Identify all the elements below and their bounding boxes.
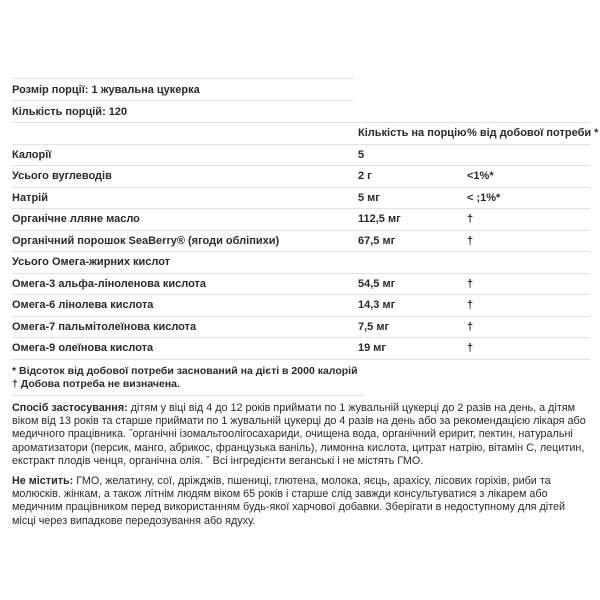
nutrient-dv: † bbox=[467, 277, 474, 290]
nutrient-row-omega7 bbox=[12, 316, 590, 338]
directions-lead: Спосіб застосування: bbox=[12, 401, 128, 414]
facts-header-row bbox=[12, 122, 599, 144]
nutrient-amount: 14,3 мг bbox=[358, 299, 396, 312]
col-header-amount: Кількість на порцію bbox=[358, 127, 467, 140]
nutrient-row-flaxseed-oil bbox=[12, 208, 590, 230]
nutrient-amount: 67,5 мг bbox=[358, 234, 396, 247]
free-of-lead: Не містить: bbox=[12, 474, 74, 487]
free-of-body: ГМО, желатину, сої, дріжджів, пшениці, глютена, молока, яєць, арахісу, лісових горіхів, риби та молюсків. жінкам, а також літнім людям віком 65 років і старше слід завжди консультуватися з лікарем або медичним працівником перед використанням будь-якої харчової добавки. Зберігати в недоступному для дітей місці через випадкове передозування або ядуху. bbox=[12, 474, 566, 527]
nutrient-amount: 112,5 мг bbox=[358, 213, 401, 226]
col-header-dv: % від добової потреби * bbox=[467, 127, 599, 140]
directions-paragraph bbox=[12, 402, 590, 469]
nutrient-name: Органічний порошок SeaBerry® (ягоди обліпихи) bbox=[12, 234, 280, 247]
nutrient-dv: <1%* bbox=[467, 170, 494, 183]
nutrient-row-omega6 bbox=[12, 294, 590, 316]
nutrient-name: Омега-3 альфа-ліноленова кислота bbox=[12, 277, 207, 290]
nutrient-amount: 19 мг bbox=[358, 342, 387, 355]
nutrient-dv: † bbox=[467, 299, 474, 312]
footnote-daily-value: * Відсоток від добової потреби заснований на дієті в 2000 калорій bbox=[12, 364, 358, 377]
nutrient-amount: 5 мг bbox=[358, 191, 380, 204]
servings-count-text: Кількість порцій: 120 bbox=[12, 105, 128, 118]
serving-size-row bbox=[12, 78, 354, 100]
nutrient-amount: 5 bbox=[358, 148, 365, 161]
nutrient-name: Омега-9 олеїнова кислота bbox=[12, 342, 154, 355]
nutrient-name: Омега-7 пальмітолеїнова кислота bbox=[12, 320, 197, 333]
servings-count-row bbox=[12, 100, 354, 122]
nutrient-name: Натрій bbox=[12, 191, 48, 204]
nutrient-name: Усього Омега-жирних кислот bbox=[12, 256, 171, 269]
text-paragraphs bbox=[12, 402, 590, 529]
nutrient-name: Органічне лляне масло bbox=[12, 213, 140, 226]
nutrient-dv: † bbox=[467, 320, 474, 333]
footnote-dagger: † Добова потреба не визначена. bbox=[12, 377, 180, 390]
nutrient-amount: 7,5 мг bbox=[358, 320, 390, 333]
nutrient-dv: † bbox=[467, 213, 474, 226]
nutrient-row-omega3 bbox=[12, 273, 590, 295]
nutrient-row-carbs bbox=[12, 165, 590, 187]
nutrient-row-calories bbox=[12, 144, 590, 166]
nutrient-row-sodium bbox=[12, 187, 590, 209]
nutrient-dv: † bbox=[467, 342, 474, 355]
nutrient-amount: 2 г bbox=[358, 170, 372, 183]
nutrient-name: Калорії bbox=[12, 148, 52, 161]
nutrient-row-omega9 bbox=[12, 337, 590, 359]
facts-content bbox=[12, 78, 599, 534]
nutrient-dv: < ;1%* bbox=[467, 191, 501, 204]
footnotes-box bbox=[12, 360, 364, 396]
serving-size-text: Розмір порції: 1 жувальна цукерка bbox=[12, 83, 200, 96]
footnotes-section bbox=[12, 359, 590, 396]
free-of-paragraph bbox=[12, 475, 590, 529]
nutrient-dv: † bbox=[467, 234, 474, 247]
nutrient-row-seaberry-powder bbox=[12, 230, 590, 252]
nutrient-row-total-omega bbox=[12, 251, 590, 273]
directions-body: дітям у віці від 4 до 12 років приймати по 1 жувальній цукерці до 2 разів на день, а дітям віком від 13 років та старше приймати по 1 жувальній цукерці до 4 разів на день або за рекомендацією лікаря або медичного працівника. ˇорганічні ізомальтоолігосахариди, очищена вода, органічний еририт, пектин, натуральні ароматизатори (персик, манго, абрикос, французька ваніль), лимонна кислота, цитрат натрію, вітамін С, лецитин, екстракт плодів ченця, органічна олія. ˇ Всі інгредієнти веганські і не містять ГМО. bbox=[12, 401, 586, 468]
nutrient-amount: 54,5 мг bbox=[358, 277, 396, 290]
nutrient-name: Омега-6 лінолева кислота bbox=[12, 299, 154, 312]
nutrient-name: Усього вуглеводів bbox=[12, 170, 112, 183]
